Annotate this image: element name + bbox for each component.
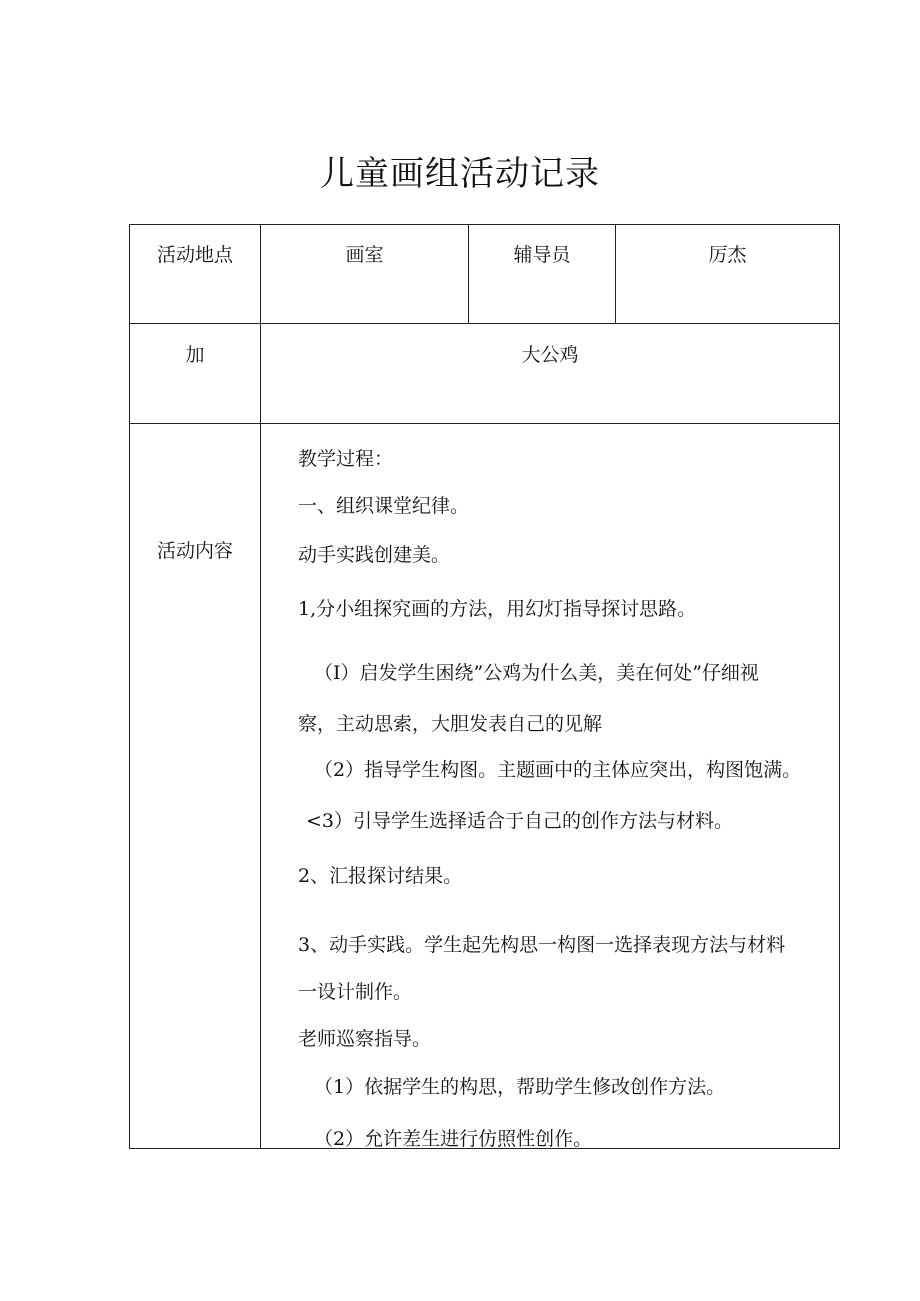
- content-line: （1）依据学生的构思，帮助学生修改创作方法。: [314, 1076, 726, 1098]
- content-line: 1,分小组探究画的方法，用幻灯指导探讨思路。: [298, 598, 697, 620]
- content-line: （I）启发学生困绕”公鸡为什么美，美在何处”仔细视: [314, 662, 759, 684]
- page-title: 儿童画组活动记录: [320, 154, 600, 194]
- table-divider-row2: [129, 423, 840, 424]
- content-line: 3、动手实践。学生起先构思一构图一选择表现方法与材料: [298, 934, 786, 956]
- content-line: 一、组织课堂纪律。: [298, 495, 470, 517]
- location-label: 活动地点: [156, 244, 233, 266]
- content-line: 教学过程：: [298, 448, 394, 470]
- topic-value: 大公鸡: [521, 344, 579, 366]
- location-value: 画室: [345, 244, 384, 266]
- content-line: 2、汇报探讨结果。: [298, 865, 463, 887]
- content-line: 一设计制作。: [298, 981, 413, 1003]
- topic-label: 加: [185, 344, 205, 366]
- table-divider-row1-mid: [468, 224, 469, 324]
- table-divider-row1: [129, 323, 840, 324]
- content-line: 老师巡察指导。: [298, 1028, 432, 1050]
- table-border-top: [129, 224, 840, 225]
- content-label: 活动内容: [156, 540, 233, 562]
- content-line: 察，主动思索，大胆发表自己的见解: [298, 713, 603, 735]
- content-line: 动手实践创建美。: [298, 544, 451, 566]
- tutor-label: 辅导员: [513, 244, 571, 266]
- table-divider-row1-right: [615, 224, 616, 324]
- table-border-right: [839, 224, 840, 1149]
- content-line: <3）引导学生选择适合于自己的创作方法与材料。: [306, 810, 734, 832]
- content-line: （2）允许差生进行仿照性创作。: [314, 1128, 593, 1150]
- tutor-value: 厉杰: [708, 244, 747, 266]
- content-line: （2）指导学生构图。主题画中的主体应突出，构图饱满。: [314, 759, 802, 781]
